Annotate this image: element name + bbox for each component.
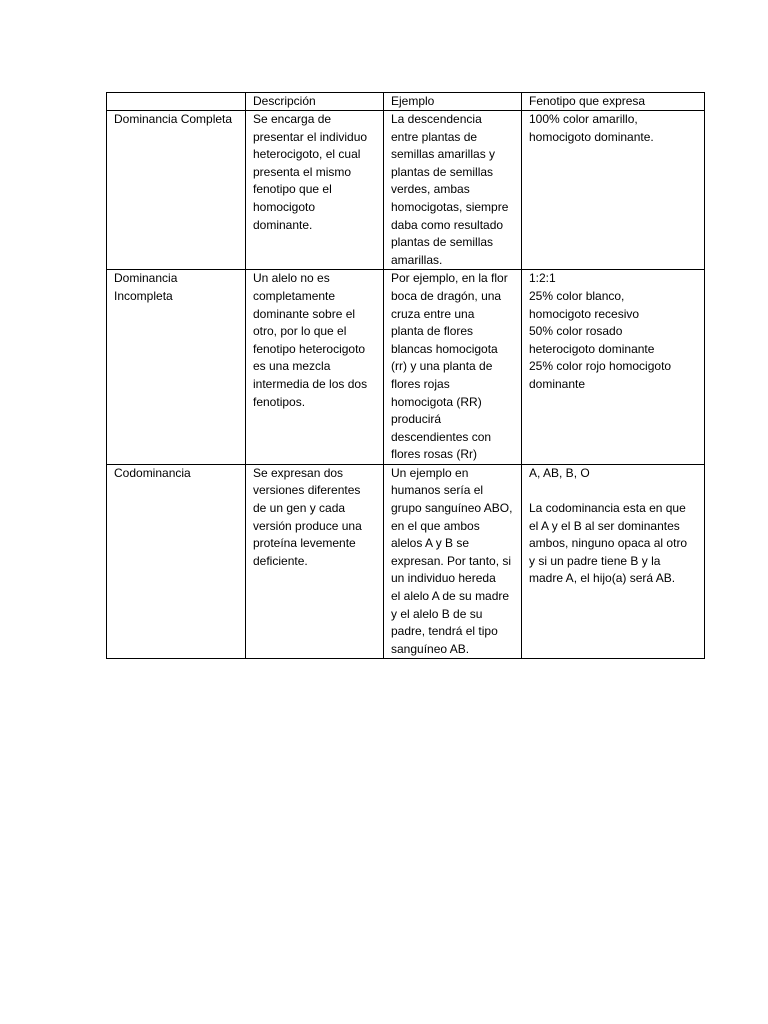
row-type-cell: Codominancia [107, 464, 246, 659]
row-type-cell: Dominancia Completa [107, 111, 246, 270]
table-row [107, 464, 705, 659]
table-body [107, 111, 705, 659]
header-row [107, 93, 705, 111]
row-type-cell: Dominancia Incompleta [107, 270, 246, 465]
header-cell-description: Descripción [246, 93, 384, 111]
row-description-cell: Se expresan dos versiones diferentes de un gen y cada versión produce una proteína levemente deficiente. [246, 464, 384, 659]
dominance-table [106, 92, 705, 659]
row-phenotype-cell: 1:2:1 25% color blanco, homocigoto recesivo 50% color rosado heterocigoto dominante 25% color rojo homocigoto dominante [522, 270, 705, 465]
row-phenotype-cell: 100% color amarillo, homocigoto dominante. [522, 111, 705, 270]
row-example-cell: Un ejemplo en humanos sería el grupo sanguíneo ABO, en el que ambos alelos A y B se expresan. Por tanto, si un individuo hereda el alelo A de su madre y el alelo B de su padre, tendrá el tipo sanguíneo AB. [384, 464, 522, 659]
header-cell-phenotype: Fenotipo que expresa [522, 93, 705, 111]
row-example-cell: Por ejemplo, en la flor boca de dragón, una cruza entre una planta de flores blancas homocigota (rr) y una planta de flores rojas homocigota (RR) producirá descendientes con flores rosas (Rr) [384, 270, 522, 465]
table-row [107, 270, 705, 465]
table-row [107, 111, 705, 270]
row-example-cell: La descendencia entre plantas de semillas amarillas y plantas de semillas verdes, ambas homocigotas, siempre daba como resultado plantas de semillas amarillas. [384, 111, 522, 270]
header-cell-empty [107, 93, 246, 111]
row-phenotype-cell: A, AB, B, O La codominancia esta en que el A y el B al ser dominantes ambos, ninguno opaca al otro y si un padre tiene B y la madre A, el hijo(a) será AB. [522, 464, 705, 659]
row-description-cell: Un alelo no es completamente dominante sobre el otro, por lo que el fenotipo heterocigoto es una mezcla intermedia de los dos fenotipos. [246, 270, 384, 465]
row-description-cell: Se encarga de presentar el individuo heterocigoto, el cual presenta el mismo fenotipo que el homocigoto dominante. [246, 111, 384, 270]
table-header [107, 93, 705, 111]
header-cell-example: Ejemplo [384, 93, 522, 111]
